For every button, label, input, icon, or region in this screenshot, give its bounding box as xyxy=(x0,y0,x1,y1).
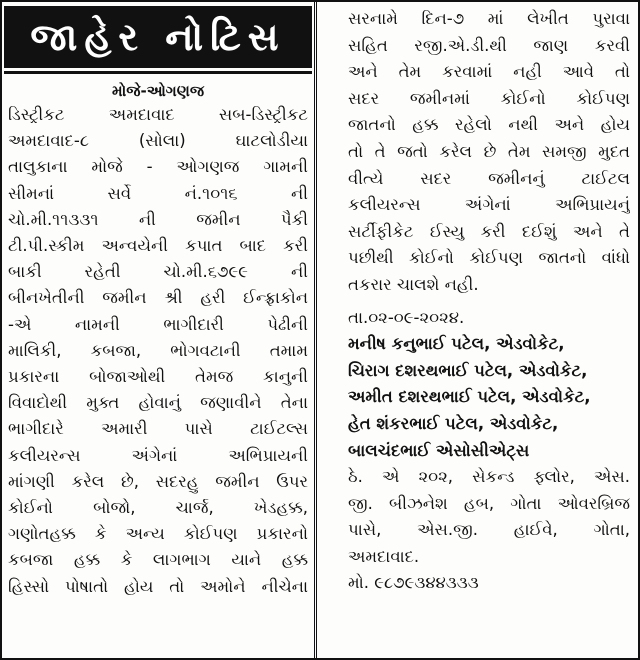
body-line: ટી.પી.સ્કીમ અન્વયેની કપાત બાદ કરી xyxy=(8,236,308,256)
left-column xyxy=(2,2,314,658)
body-line: કલીયરન્સ અંગેનાં અભિપ્રાયનું xyxy=(348,195,630,215)
signatories-block xyxy=(348,331,630,464)
body-line: બીનખેતીની જમીન શ્રી હરી ઈન્ફ્રાકોન xyxy=(8,288,308,308)
address-line: ઠે. એ ૨૦૨, સેકન્ડ ફ્લોર, એસ. xyxy=(348,467,630,487)
body-line: સહિત રજી.એ.ડી.થી જાણ કરવી xyxy=(348,35,630,55)
body-line: તો તે જતો કરેલ છે તેમ સમજી મુદત xyxy=(348,141,630,161)
body-line: ગણોતહક્ક કે અન્ય કોઈપણ પ્રકારનો xyxy=(8,524,308,544)
left-body xyxy=(8,102,308,600)
address-line: અમદાવાદ. xyxy=(348,546,420,566)
signatory: હેત શંકરભાઈ પટેલ, એડવોકેટ, xyxy=(348,413,559,433)
body-line: માંગણી કરેલ છે, સદરહુ જમીન ઉપર xyxy=(8,471,308,491)
body-line: કબજા હક્ક કે લાગભાગ યાને હક્ક xyxy=(8,550,308,570)
body-line: બાકી રહેતી ચો.મી.૬૭૯૯ ની xyxy=(8,262,308,282)
right-body xyxy=(348,6,630,299)
phone-number: મો. ૯૮૭૯૩૪૪૩૩૩ xyxy=(348,573,479,593)
body-line: માલિકી, કબજા, ભોગવટાની તમામ xyxy=(8,340,308,360)
body-line: ડિસ્ટ્રીકટ અમદાવાદ સબ-ડિસ્ટ્રીકટ xyxy=(8,105,308,124)
right-column xyxy=(320,2,638,658)
body-line: અને તેમ કરવામાં નહી આવે તો xyxy=(348,62,630,82)
body-line: સર્ટીફીકેટ ઈસ્યુ કરી દઈશું અને તે xyxy=(348,221,630,241)
body-line: જાતનો હક્ક રહેલો નથી અને હોય xyxy=(348,115,630,135)
title-rule xyxy=(4,71,312,74)
body-line: વિવાદોથી મુક્ત હોવાનું જણાવીને તેના xyxy=(8,393,308,413)
body-line: કોઈનો બોજો, ચાર્જ, ખેડહક્ક, xyxy=(8,498,308,518)
notice-date: તા.૦૨-૦૯-૨૦૨૪. xyxy=(348,307,465,327)
signatory: ચિરાગ દશરથભાઈ પટેલ, એડવોકેટ, xyxy=(348,360,588,380)
body-line: સરનામે દિન-૭ માં લેખીત પુરાવા xyxy=(348,9,630,28)
body-line: -એ નામની ભાગીદારી પેઢીની xyxy=(8,314,308,334)
body-line: અમદાવાદ-૮ (સોલા) ઘાટલોડીયા xyxy=(8,131,308,151)
body-line: ચો.મી.૧૧૩૩૧ ની જમીન પૈકી xyxy=(8,209,308,229)
signatory: અમીત દશરથભાઈ પટેલ, એડવોકેટ, xyxy=(348,387,591,407)
location-heading: મોજે-ઓગણજ xyxy=(111,82,205,100)
body-line: વીત્યે સદર જમીનનું ટાઈટલ xyxy=(348,168,630,188)
address-block xyxy=(348,464,630,570)
body-line: પ્રકારના બોજાઓથી તેમજ કાનુની xyxy=(8,367,308,387)
body-line: ભાગીદારે અમારી પાસે ટાઈટલ્સ xyxy=(8,419,308,439)
body-line: સીમનાં સર્વે નં.૧૦૧૬ ની xyxy=(8,183,308,203)
body-line: હિસ્સો પોષાતો હોય તો અમોને નીચેના xyxy=(8,576,308,596)
signatory: મનીષ કનુભાઈ પટેલ, એડવોકેટ, xyxy=(348,334,565,354)
body-line: કલીયરન્સ અંગેનાં અભિપ્રાયની xyxy=(8,445,308,465)
firm-name: બાલચંદભાઈ એસોસીએટ્સ xyxy=(348,440,530,460)
body-line: સદર જમીનમાં કોઈનો કોઈપણ xyxy=(348,88,630,108)
address-line: પાસે, એસ.જી. હાઈવે, ગોતા, xyxy=(348,520,630,540)
column-divider xyxy=(314,2,317,658)
body-line: તાલુકાના મોજે - ઓગણજ ગામની xyxy=(8,157,308,177)
body-line: પછીથી કોઈનો કોઈપણ જાતનો વાંધો xyxy=(348,248,630,268)
notice-title: જાહેર નોટિસ xyxy=(4,6,312,68)
address-line: જી. બીઝનેશ હબ, ગોતા ઓવરબ્રિજ xyxy=(348,493,630,513)
body-line: તકરાર ચાલશે નહી. xyxy=(348,274,479,294)
